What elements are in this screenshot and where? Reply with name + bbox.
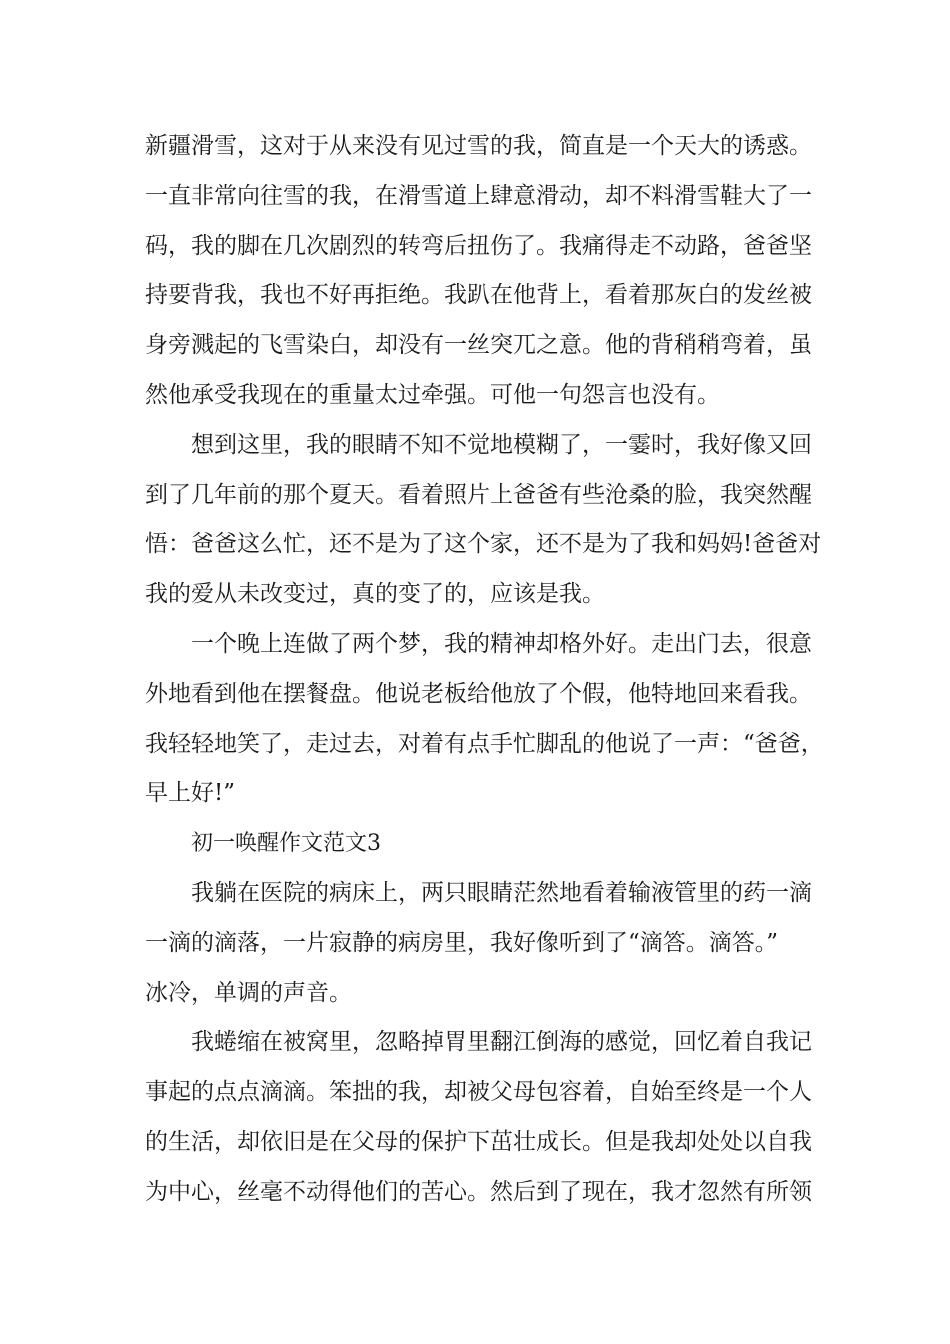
text-line: 事起的点点滴滴。笨拙的我，却被父母包容着，自始至终是一个人 xyxy=(145,1079,812,1106)
text-line: 一个晚上连做了两个梦，我的精神却格外好。走出门去，很意 xyxy=(191,630,812,657)
section-heading: 初一唤醒作文范文3 xyxy=(191,831,381,857)
text-line: 新疆滑雪，这对于从来没有见过雪的我，简直是一个天大的诱惑。 xyxy=(145,133,812,159)
text-line: 我的爱从未改变过，真的变了的，应该是我。 xyxy=(145,581,605,608)
text-line: 的生活，却依旧是在父母的保护下茁壮成长。但是我却处处以自我 xyxy=(145,1128,812,1155)
text-line: 一直非常向往雪的我，在滑雪道上肆意滑动，却不料滑雪鞋大了一 xyxy=(145,182,812,209)
text-line: 我轻轻地笑了，走过去，对着有点手忙脚乱的他说了一声：“爸爸， xyxy=(145,730,824,757)
text-line: 冰冷，单调的声音。 xyxy=(145,979,352,1006)
text-line: 到了几年前的那个夏天。看着照片上爸爸有些沧桑的脸，我突然醒 xyxy=(145,481,812,508)
text-line: 早上好!” xyxy=(145,780,236,807)
text-line: 悟：爸爸这么忙，还不是为了这个家，还不是为了我和妈妈!爸爸对 xyxy=(145,531,822,558)
text-line: 码，我的脚在几次剧烈的转弯后扭伤了。我痛得走不动路，爸爸坚 xyxy=(145,232,812,259)
text-line: 一滴的滴落，一片寂静的病房里，我好像听到了“滴答。滴答。” xyxy=(145,929,779,956)
paragraph-1 xyxy=(145,122,813,421)
paragraph-4 xyxy=(145,869,813,1018)
paragraph-2 xyxy=(145,421,822,620)
text-line: 我躺在医院的病床上，两只眼睛茫然地看着输液管里的药一滴 xyxy=(191,879,812,906)
text-line: 持要背我，我也不好再拒绝。我趴在他背上，看着那灰白的发丝被 xyxy=(145,282,812,309)
paragraph-3 xyxy=(145,620,824,819)
text-line: 外地看到他在摆餐盘。他说老板给他放了个假，他特地回来看我。 xyxy=(145,680,812,707)
text-line: 身旁溅起的飞雪染白，却没有一丝突兀之意。他的背稍稍弯着，虽 xyxy=(145,332,812,359)
text-line: 我蜷缩在被窝里，忽略掉胃里翻江倒海的感觉，回忆着自我记 xyxy=(191,1029,812,1056)
paragraph-5 xyxy=(145,1018,813,1217)
text-line: 为中心，丝毫不动得他们的苦心。然后到了现在，我才忽然有所领 xyxy=(145,1178,812,1205)
body-text xyxy=(145,122,824,1218)
text-line: 想到这里，我的眼睛不知不觉地模糊了，一霎时，我好像又回 xyxy=(191,431,812,458)
text-line: 然他承受我现在的重量太过牵强。可他一句怨言也没有。 xyxy=(145,381,720,408)
